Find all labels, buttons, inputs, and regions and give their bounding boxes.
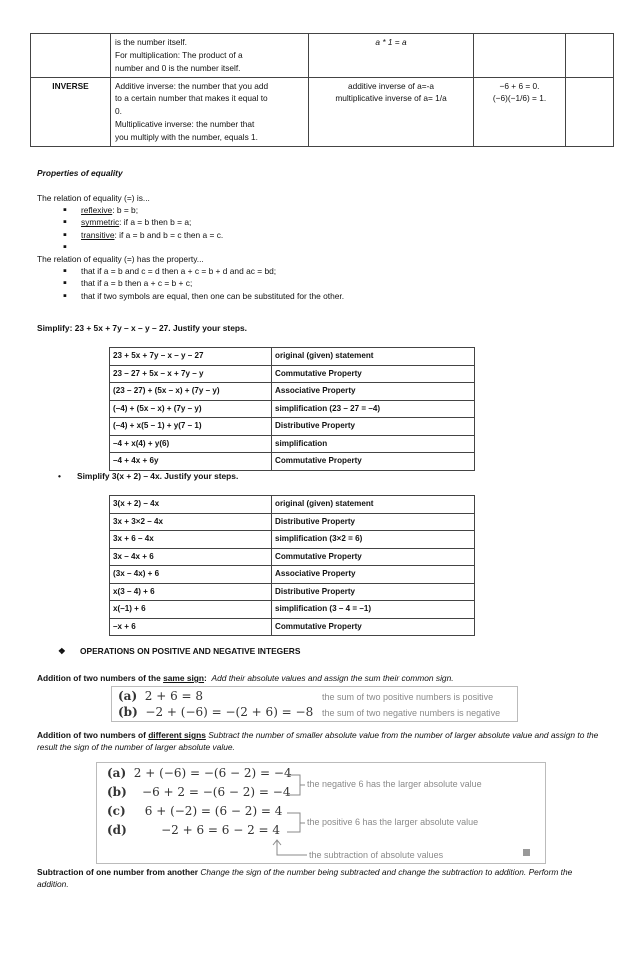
steps-table-1 [109, 347, 475, 471]
table-row [110, 601, 475, 619]
equality-heading: Properties of equality [37, 168, 123, 178]
different-sign-rule: Addition of two numbers of different signs Subtract the number of smaller absolute value from the number of larger absolute value and assign to the result the sign of the number of larger absolute value. [37, 730, 599, 753]
step-reason: Commutative Property [272, 365, 475, 383]
table-row [110, 583, 475, 601]
step-step: (3x – 4x) + 6 [110, 566, 272, 584]
equality-property-list [37, 265, 597, 302]
bullet-icon: • [58, 471, 61, 481]
table-row [110, 435, 475, 453]
table-row [110, 453, 475, 471]
steps-table-2 [109, 495, 475, 636]
step-reason: Distributive Property [272, 513, 475, 531]
step-step: x(3 – 4) + 6 [110, 583, 272, 601]
step-step: –x + 6 [110, 618, 272, 636]
step-step: (–4) + (5x – x) + (7y – y) [110, 400, 272, 418]
table-row [110, 365, 475, 383]
list-item: ▪ that if two symbols are equal, then one can be substituted for the other. [59, 290, 597, 302]
table-row [110, 496, 475, 514]
different-sign-examples: (a) 2 + (−6) = −(6 − 2) = −4 (b) −6 + 2 = −(6 − 2) = −4 (c) 6 + (−2) = (6 − 2) = 4 (d) −2 + 6 = 6 − 2 = 4 the negative 6 has the larger absolute value the positive 6 has the larger absolute value the subtraction of absolute values [96, 762, 546, 864]
table-row [110, 400, 475, 418]
list-item: ▪ transitive: if a = b and b = c then a = c. [59, 229, 597, 241]
table-row [31, 77, 614, 146]
simplify-prompt-1: Simplify: 23 + 5x + 7y – x – y – 27. Justify your steps. [37, 323, 247, 333]
step-step: 3x + 3×2 – 4x [110, 513, 272, 531]
step-reason: Commutative Property [272, 453, 475, 471]
step-step: (23 – 27) + (5x – x) + (7y – y) [110, 383, 272, 401]
step-reason: Commutative Property [272, 548, 475, 566]
step-step: 23 – 27 + 5x – x + 7y – y [110, 365, 272, 383]
inverse-label: INVERSE [31, 77, 111, 146]
step-step: –4 + x(4) + y(6) [110, 435, 272, 453]
step-reason: Commutative Property [272, 618, 475, 636]
operations-heading: ❖ OPERATIONS ON POSITIVE AND NEGATIVE INTEGERS [58, 646, 301, 656]
step-reason: Associative Property [272, 383, 475, 401]
equality-section [37, 192, 597, 302]
same-sign-rule: Addition of two numbers of the same sign: Add their absolute values and assign the sum their common sign. [37, 673, 454, 683]
step-reason: simplification [272, 435, 475, 453]
step-step: 3x – 4x + 6 [110, 548, 272, 566]
step-reason: Distributive Property [272, 418, 475, 436]
inverse-sample: −6 + 6 = 0. (−6)(−1/6) = 1. [474, 77, 566, 146]
identity-example: a * 1 = a [309, 34, 474, 78]
table-row [110, 566, 475, 584]
equality-intro: The relation of equality (=) is... [37, 193, 150, 203]
step-step: 23 + 5x + 7y – x – y – 27 [110, 348, 272, 366]
step-reason: original (given) statement [272, 496, 475, 514]
table-row [110, 618, 475, 636]
diff-example-b: (b) −6 + 2 = −(6 − 2) = −4 [107, 785, 291, 799]
step-reason: original (given) statement [272, 348, 475, 366]
step-step: 3(x + 2) – 4x [110, 496, 272, 514]
step-step: 3x + 6 – 4x [110, 531, 272, 549]
equality-list [37, 204, 597, 253]
equality-intro-2: The relation of equality (=) has the property... [37, 253, 204, 264]
table-row [110, 548, 475, 566]
subtraction-rule: Subtraction of one number from another Change the sign of the number being subtracted and change the subtraction to addition. Perform the addition. [37, 867, 573, 890]
step-step: –4 + 4x + 6y [110, 453, 272, 471]
diff-example-a: (a) 2 + (−6) = −(6 − 2) = −4 [107, 766, 292, 780]
diamond-bullet-icon: ❖ [58, 646, 66, 656]
list-item: ▪ reflexive: b = b; [59, 204, 597, 216]
list-item: ▪ symmetric: if a = b then b = a; [59, 216, 597, 228]
same-sign-examples: (a) 2 + 6 = 8 the sum of two positive numbers is positive (b) −2 + (−6) = −(2 + 6) = −8 the sum of two negative numbers is negative [111, 686, 518, 722]
step-reason: Associative Property [272, 566, 475, 584]
inverse-description: Additive inverse: the number that you add to a certain number that makes it equal to 0. Multiplicative inverse: the number that you multiply with the number, equals 1. [111, 77, 309, 146]
inverse-example: additive inverse of a=-a multiplicative inverse of a= 1/a [309, 77, 474, 146]
table-row [31, 34, 614, 78]
example-a: (a) 2 + 6 = 8 [118, 689, 204, 703]
step-step: (–4) + x(5 – 1) + y(7 – 1) [110, 418, 272, 436]
table-row [110, 531, 475, 549]
list-item: ▪ that if a = b and c = d then a + c = b + d and ac = bd; [59, 265, 597, 277]
step-step: x(–1) + 6 [110, 601, 272, 619]
step-reason: simplification (3×2 = 6) [272, 531, 475, 549]
list-item: ▪ that if a = b then a + c = b + c; [59, 277, 597, 289]
table-row [110, 513, 475, 531]
simplify-prompt-2: • Simplify 3(x + 2) – 4x. Justify your steps. [58, 471, 239, 481]
example-b: (b) −2 + (−6) = −(2 + 6) = −8 [118, 705, 314, 719]
table-row [110, 383, 475, 401]
step-reason: Distributive Property [272, 583, 475, 601]
properties-table [30, 33, 614, 147]
diff-example-c: (c) 6 + (−2) = (6 − 2) = 4 [107, 804, 283, 818]
list-item [59, 241, 597, 253]
table-row [110, 418, 475, 436]
table-row [110, 348, 475, 366]
diff-example-d: (d) −2 + 6 = 6 − 2 = 4 [107, 823, 281, 837]
identity-description: is the number itself. For multiplication: The product of a number and 0 is the number itself. [111, 34, 309, 78]
step-reason: simplification (23 – 27 = –4) [272, 400, 475, 418]
step-reason: simplification (3 – 4 = –1) [272, 601, 475, 619]
